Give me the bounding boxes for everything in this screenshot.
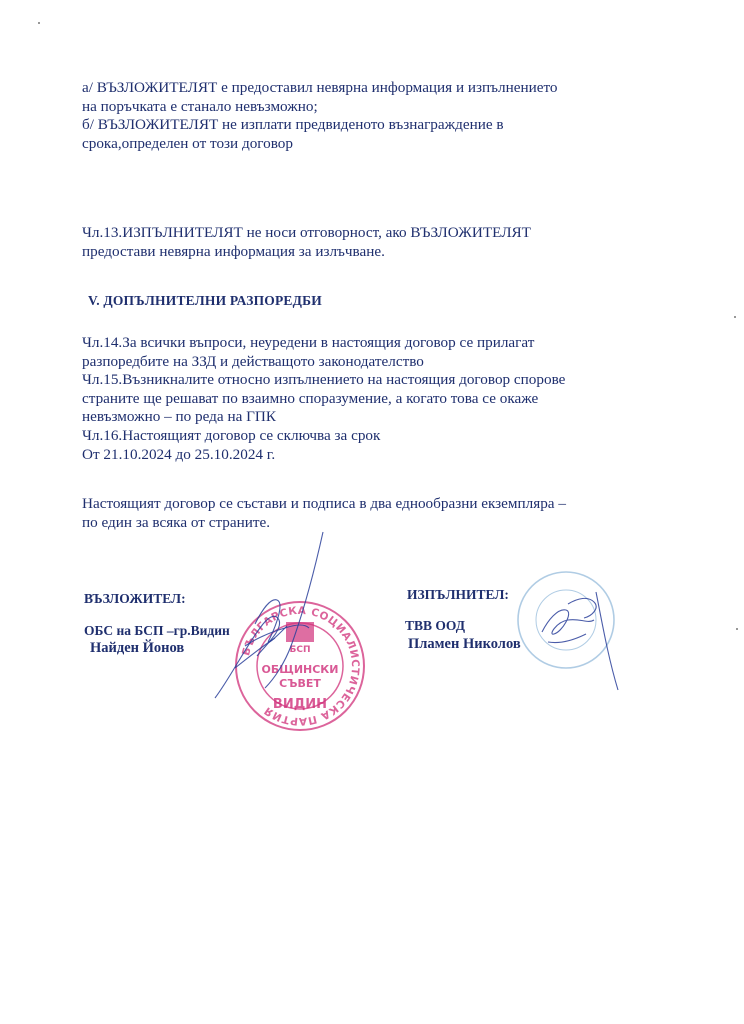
assignor-signature xyxy=(205,528,345,703)
contractor-seal xyxy=(508,562,626,692)
assignor-label: ВЪЗЛОЖИТЕЛ: xyxy=(84,591,186,606)
contractor-org: ТВВ ООД xyxy=(405,618,466,633)
articles-14-16 xyxy=(82,334,642,464)
closing-paragraph xyxy=(82,495,642,532)
contractor-label: ИЗПЪЛНИТЕЛ: xyxy=(407,587,509,602)
stamp-ring-text: БЪЛГАРСКА СОЦИАЛИСТИЧЕСКА ПАРТИЯ xyxy=(240,604,362,728)
text-line: Чл.13.ИЗПЪЛНИТЕЛЯТ не носи отговорност, ако ВЪЗЛОЖИТЕЛЯТ xyxy=(82,224,531,241)
stamp-center-line2: СЪВЕТ xyxy=(279,677,321,690)
text-line: срока,определен от този договор xyxy=(82,134,293,152)
paragraph-termination-grounds xyxy=(82,79,642,153)
scan-speck xyxy=(734,316,736,318)
text-line: страните ще решават по взаимно споразумение, а когато това се окаже xyxy=(82,389,539,407)
assignor-org: ОБС на БСП –гр.Видин xyxy=(84,623,230,638)
contractor-name: Пламен Николов xyxy=(408,636,521,652)
text-line: Настоящият договор се състави и подписа в два еднообразни екземпляра – xyxy=(82,495,566,512)
text-line: разпоредбите на ЗЗД и действащото законодателство xyxy=(82,352,424,370)
text-line: Чл.14.За всички въпроси, неуредени в настоящия договор се прилагат xyxy=(82,334,535,351)
text-line: Чл.16.Настоящият договор се сключва за срок xyxy=(82,426,381,444)
text-line: От 21.10.2024 до 25.10.2024 г. xyxy=(82,445,276,463)
text-line: Чл.15.Възникналите относно изпълнението на настоящия договор спорове xyxy=(82,371,566,389)
stamp-bottom-text: ВИДИН xyxy=(272,697,328,712)
text-line: б/ ВЪЗЛОЖИТЕЛЯТ не изплати предвиденото възнаграждение в xyxy=(82,116,504,134)
text-line: предостави невярна информация за излъчване. xyxy=(82,242,385,260)
stamp-logo-text: БСП xyxy=(289,645,311,655)
stamp-center-line1: ОБЩИНСКИ xyxy=(261,663,339,676)
article-13 xyxy=(82,224,642,261)
assignor-name: Найден Йонов xyxy=(90,640,185,656)
text-line: невъзможно – по реда на ГПК xyxy=(82,408,276,426)
section-heading: V. ДОПЪЛНИТЕЛНИ РАЗПОРЕДБИ xyxy=(88,293,322,308)
text-line: на поръчката е станало невъзможно; xyxy=(82,97,318,115)
scan-speck xyxy=(38,22,40,24)
text-line: по един за всяка от страните. xyxy=(82,513,271,531)
scan-speck xyxy=(736,628,738,630)
text-line: а/ ВЪЗЛОЖИТЕЛЯТ е предоставил невярна информация и изпълнението xyxy=(82,79,558,96)
